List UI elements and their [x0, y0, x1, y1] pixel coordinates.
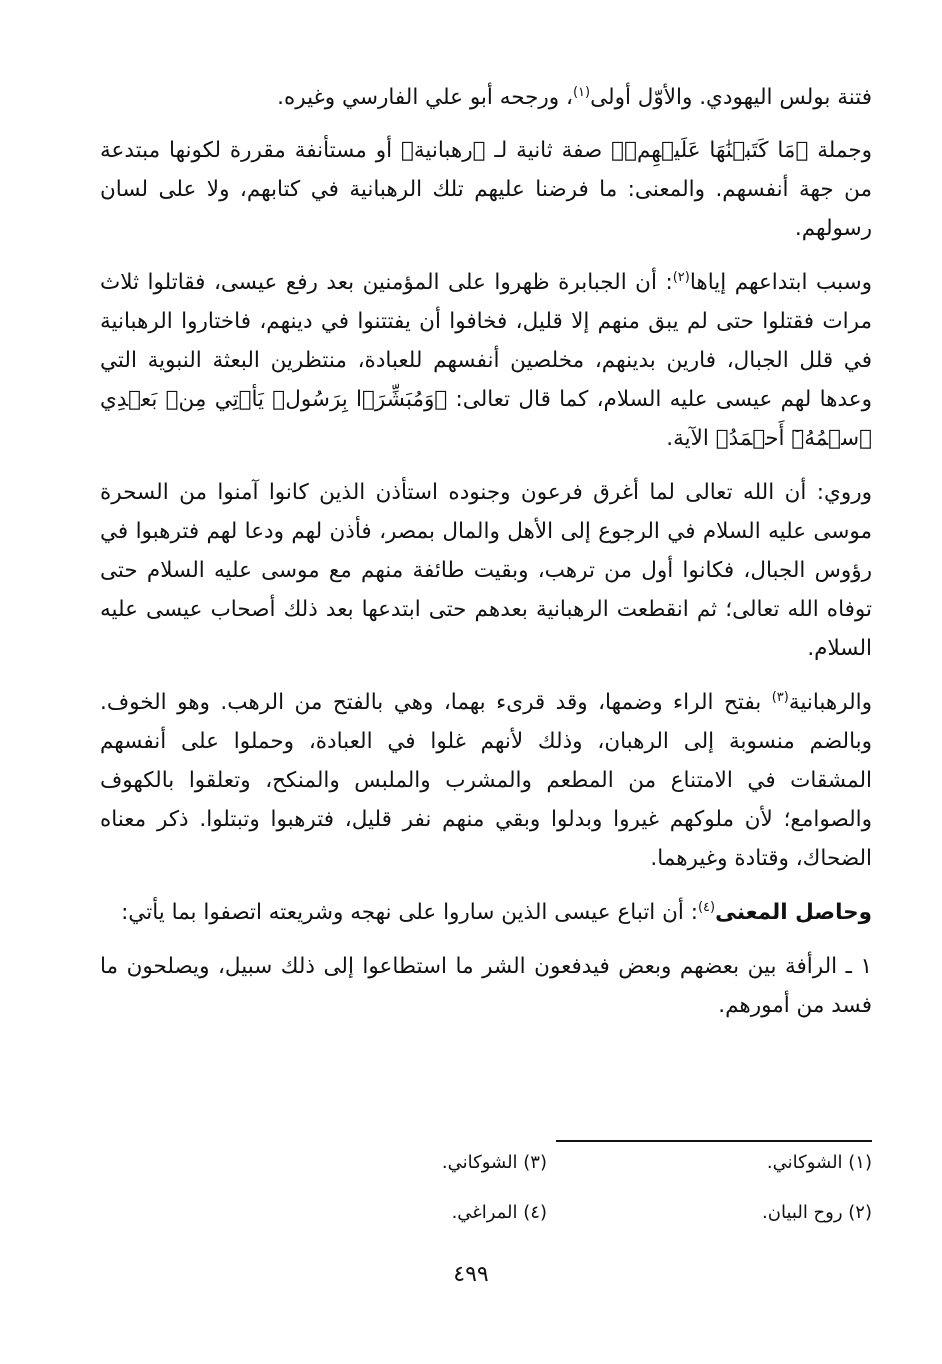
- paragraph-5-text-a: والرهبانية: [788, 690, 872, 715]
- footnote-divider: [556, 1140, 872, 1142]
- paragraph-3: [100, 263, 872, 458]
- footnote-ref-4: (٤): [697, 899, 716, 915]
- footnote-ref-1: (١): [572, 84, 591, 100]
- paragraph-1-text-a: فتنة بولس اليهودي. والأوّل أولى: [590, 85, 872, 110]
- paragraph-4: وروي: أن الله تعالى لما أغرق فرعون وجنوده استأذن الذين كانوا آمنوا من السحرة موسى عليه السلام في الرجوع إلى الأهل والمال بمصر، فأذن لهم ودعا لهم فترهبوا في رؤوس الجبال، فكانوا أول من ترهب، وبقيت طائفة منهم مع موسى عليه السلام حتى توفاه الله تعالى؛ ثم انقطعت الرهبانية بعدهم حتى ابتدعها بعد ذلك أصحاب عيسى عليه السلام.: [100, 480, 872, 661]
- paragraph-7: ١ ـ الرأفة بين بعضهم وبعض فيدفعون الشر ما استطاعوا إلى ذلك سبيل، ويصلحون ما فسد من أمورهم.: [100, 954, 872, 1018]
- paragraph-3-text-b: : أن الجبابرة ظهروا على المؤمنين بعد رفع عيسى، فقاتلوا ثلاث مرات فقتلوا حتى لم يبق منهم إلا قليل، فخافوا أن يفتتنوا في دينهم، فاختاروا الرهبانية في قلل الجبال، فارين بدينهم، مخلصين أنفسهم للعبادة، منتظرين البعثة النبوية التي وعدها لهم عيسى عليه السلام، كما قال تعالى: ﴿وَمُبَشِّرَۢا بِرَسُولٖ يَأۡتِي مِنۢ بَعۡدِي ٱسۡمُهُۥٓ أَحۡمَدُ﴾ الآية.: [100, 270, 872, 451]
- main-text: [100, 78, 872, 1040]
- footnotes: [332, 1152, 872, 1252]
- paragraph-6-heading: وحاصل المعنى: [715, 900, 872, 925]
- paragraph-5-text-b: بفتح الراء وضمها، وقد قرىء بهما، وهي بالفتح من الرهب. وهو الخوف. وبالضم منسوبة إلى الرهبان، وذلك لأنهم غلوا في العبادة، وحملوا على أنفسهم المشقات في الامتناع من المطعم والمشرب والملبس والمنكح، وتعلقوا بالكهوف والصوامع؛ لأن ملوكهم غيروا وبدلوا وبقي منهم نفر قليل، فترهبوا وتبتلوا. ذكر معناه الضحاك، وقتادة وغيرهما.: [100, 690, 872, 871]
- footnote-2: (٢) روح البيان.: [762, 1202, 872, 1223]
- paragraph-6: [100, 893, 872, 932]
- paragraph-2: وجملة ﴿مَا كَتَبۡنَٰهَا عَلَيۡهِمۡ﴾ صفة ثانية لـ ﴿رهبانية﴾ أو مستأنفة مقررة لكونها مبتدعة من جهة أنفسهم. والمعنى: ما فرضنا عليهم تلك الرهبانية في كتابهم، ولا على لسان رسولهم.: [100, 138, 872, 241]
- footnote-ref-2: (٢): [672, 269, 690, 285]
- paragraph-1-text-b: ، ورجحه أبو علي الفارسي وغيره.: [277, 85, 573, 110]
- paragraph-6-text-b: : أن اتباع عيسى الذين ساروا على نهجه وشريعته اتصفوا بما يأتي:: [121, 900, 698, 925]
- footnote-4: (٤) المراغي.: [451, 1202, 547, 1223]
- footnote-3: (٣) الشوكاني.: [441, 1152, 547, 1173]
- paragraph-3-text-a: وسبب ابتداعهم إياها: [689, 270, 872, 295]
- page-number: ٤٩٩: [453, 1262, 489, 1287]
- paragraph-5: [100, 683, 872, 878]
- footnote-1: (١) الشوكاني.: [766, 1152, 872, 1173]
- footnote-ref-3: (٣): [771, 689, 789, 705]
- paragraph-1: [100, 78, 872, 117]
